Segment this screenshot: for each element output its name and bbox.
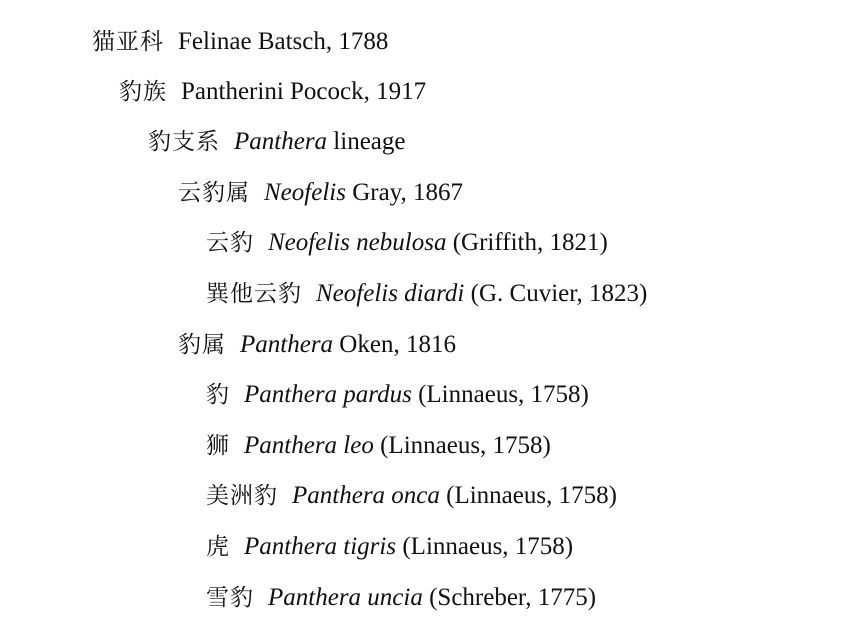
taxon-authority: (Schreber, 1775) [422, 584, 597, 611]
taxon-scientific-name: Panthera pardus [244, 381, 412, 408]
taxon-scientific-name: Panthera onca [292, 482, 440, 509]
taxon-chinese-name: 豹族 [119, 79, 167, 105]
taxon-scientific-name: Panthera [240, 331, 334, 358]
taxon-authority: Gray, 1867 [345, 179, 464, 206]
taxon-row-species [206, 274, 647, 314]
taxon-authority: (Griffith, 1821) [446, 229, 608, 256]
taxon-chinese-name: 雪豹 [206, 585, 254, 611]
taxon-authority: (Linnaeus, 1758) [411, 381, 589, 408]
taxon-chinese-name: 豹支系 [148, 129, 220, 155]
taxon-authority: (Linnaeus, 1758) [396, 533, 574, 560]
taxon-chinese-name: 猫亚科 [92, 29, 164, 55]
taxon-authority: (Linnaeus, 1758) [373, 432, 551, 459]
taxon-chinese-name: 云豹属 [178, 180, 250, 206]
taxon-scientific-name: Panthera [234, 128, 328, 155]
taxon-chinese-name: 云豹 [206, 230, 254, 256]
taxon-authority: Oken, 1816 [333, 331, 456, 358]
taxon-scientific-name: Panthera tigris [244, 533, 397, 560]
taxon-row-species [206, 578, 596, 618]
taxon-scientific-name: Panthera leo [244, 432, 374, 459]
taxon-chinese-name: 巽他云豹 [206, 281, 302, 307]
taxon-authority: Felinae Batsch, 1788 [178, 28, 389, 55]
taxon-scientific-name: Neofelis [264, 179, 346, 206]
taxon-row-species [206, 375, 589, 415]
taxon-row-subfamily [92, 22, 388, 62]
taxon-row-species [206, 223, 608, 263]
taxon-chinese-name: 狮 [206, 433, 230, 459]
taxon-chinese-name: 虎 [206, 534, 230, 560]
taxon-row-genus-panthera [178, 325, 456, 365]
taxon-authority: Pantherini Pocock, 1917 [181, 78, 427, 105]
taxon-row-lineage [148, 122, 405, 162]
taxon-row-genus-neofelis [178, 173, 463, 213]
taxon-row-tribe [119, 72, 426, 112]
taxon-authority: (Linnaeus, 1758) [439, 482, 617, 509]
taxon-row-species [206, 527, 573, 567]
taxon-chinese-name: 豹属 [178, 332, 226, 358]
taxon-scientific-name: Neofelis diardi [316, 280, 465, 307]
taxon-scientific-name: Neofelis nebulosa [268, 229, 447, 256]
taxon-row-species [206, 426, 551, 466]
taxon-authority: lineage [327, 128, 406, 155]
taxon-authority: (G. Cuvier, 1823) [464, 280, 648, 307]
taxon-chinese-name: 豹 [206, 382, 230, 408]
taxon-scientific-name: Panthera uncia [268, 584, 423, 611]
taxon-row-species [206, 476, 617, 516]
taxon-chinese-name: 美洲豹 [206, 483, 278, 509]
